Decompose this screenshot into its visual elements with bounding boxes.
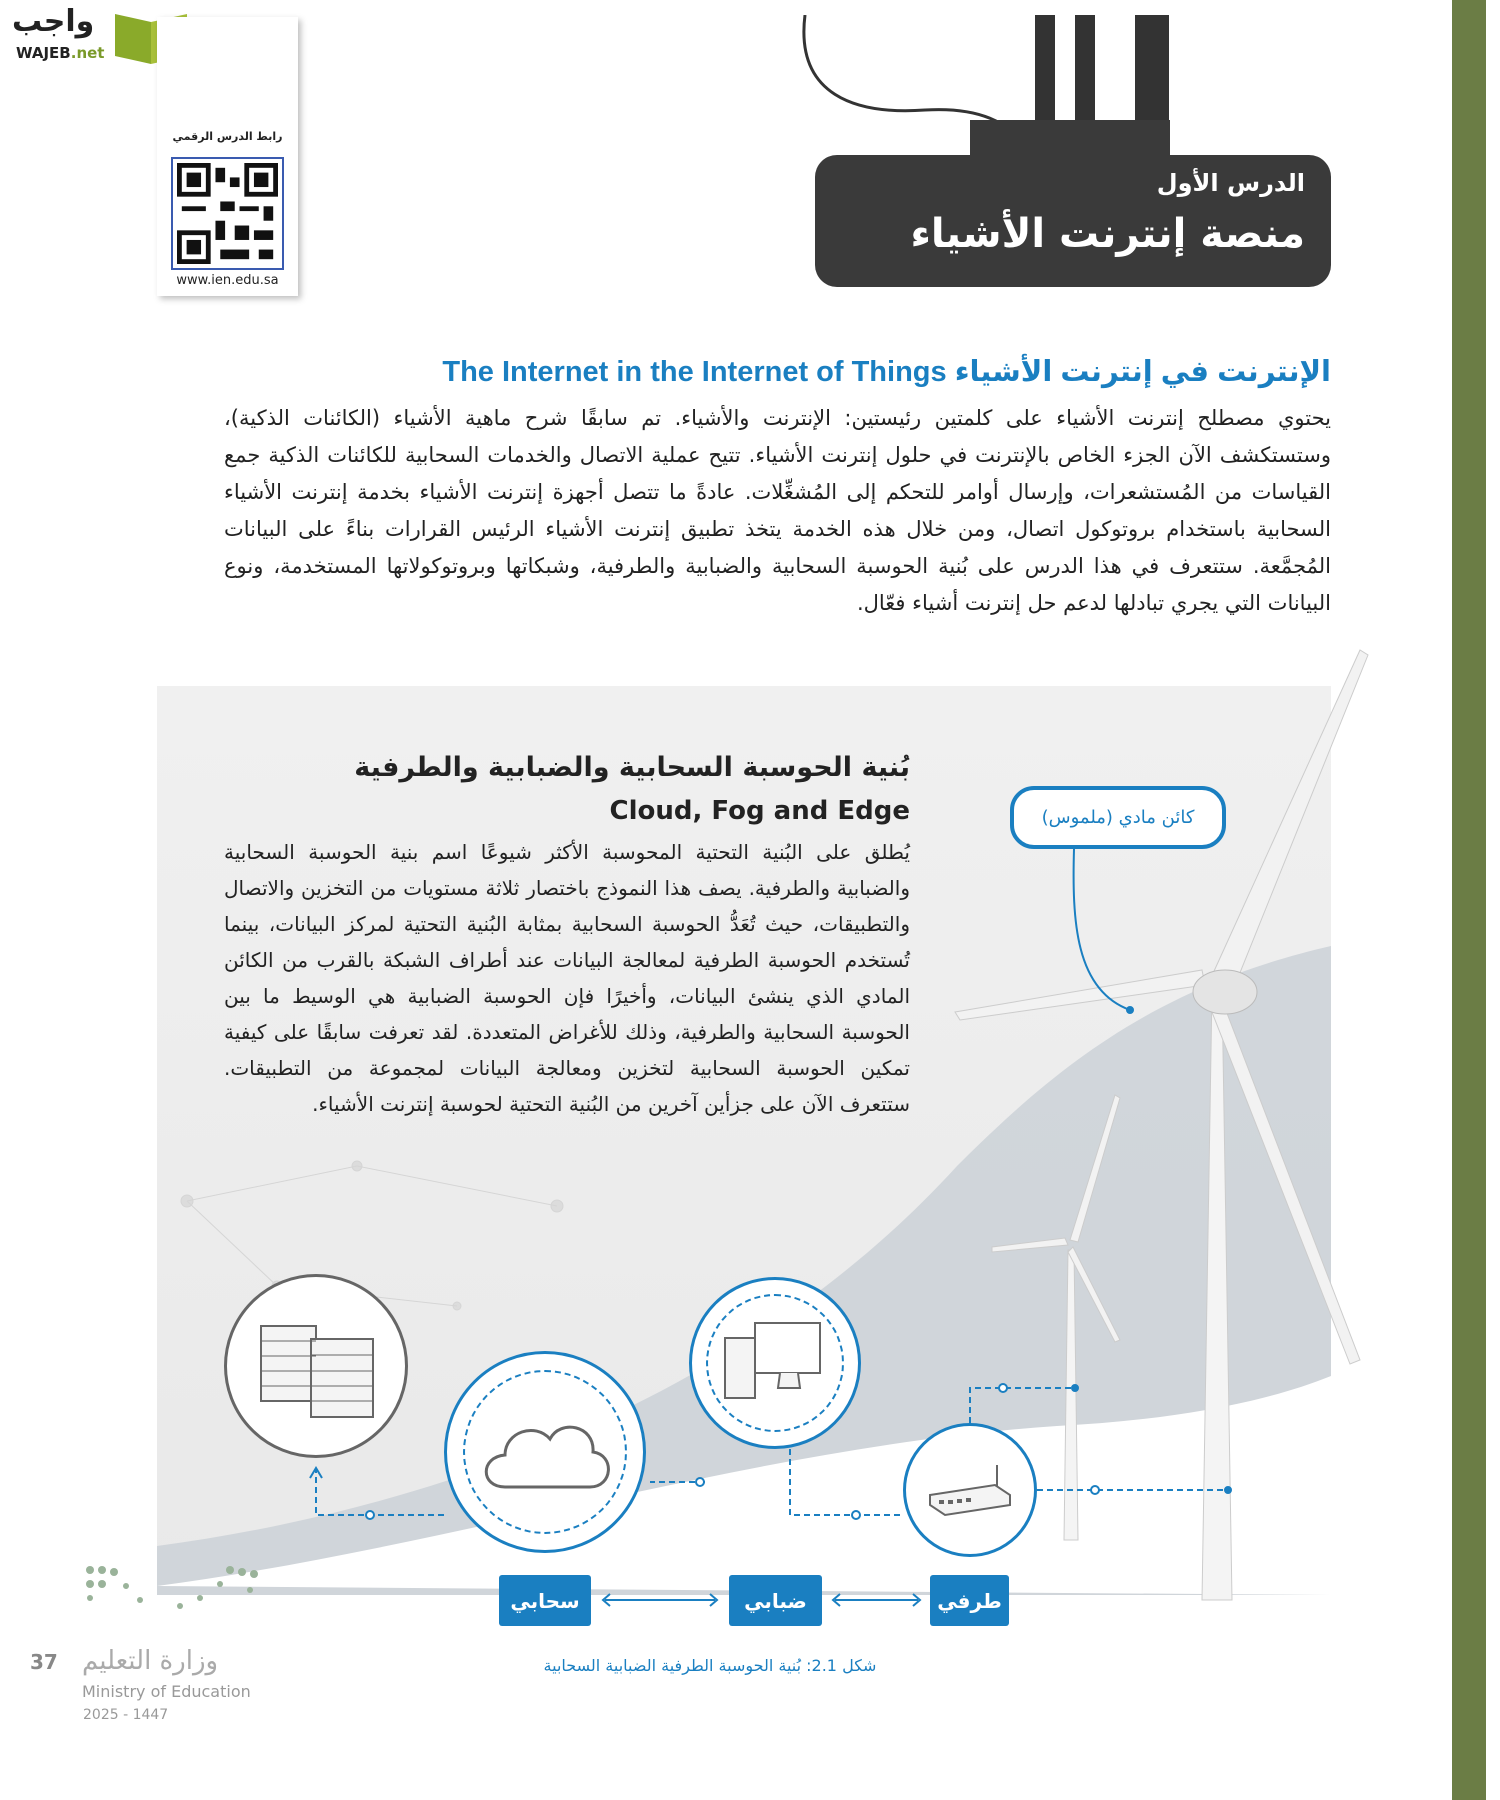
- ministry-english: Ministry of Education: [82, 1682, 251, 1701]
- qr-label: رابط الدرس الرقمي: [172, 130, 283, 143]
- physical-object-callout: كائن مادي (ملموس): [1010, 786, 1226, 849]
- edge-label: طرفي: [930, 1575, 1009, 1626]
- intro-paragraph: يحتوي مصطلح إنترنت الأشياء على كلمتين رئيستين: الإنترنت والأشياء. تم سابقًا شرح ماهية الأشياء (الكائنات الذكية)، وستستكشف الآن الجزء الخاص بالإنترنت في حلول إنترنت الأشياء. تتيح عملية الاتصال والخدمات السحابية للكائنات الذكية جمع القياسات من المُستشعرات، وإرسال أوامر للتحكم إلى المُشغِّلات. عادةً ما تتصل أجهزة إنترنت الأشياء بخدمة إنترنت الأشياء السحابية باستخدام بروتوكول اتصال، ومن خلال هذه الخدمة يتخذ تطبيق إنترنت الأشياء الرئيس القرارات بناءً على البيانات المُجمَّعة. ستتعرف في هذا الدرس على بُنية الحوسبة السحابية والضبابية والطرفية، وشبكاتها وبروتوكولاتها المستخدمة، ونوع البيانات التي يجري تبادلها لدعم حل إنترنت أشياء فعّال.: [224, 406, 1331, 615]
- box-heading-english: Cloud, Fog and Edge: [609, 796, 910, 826]
- edge-router-node: [903, 1423, 1037, 1557]
- page-number: 37: [30, 1650, 58, 1674]
- logo-arabic: واجب: [12, 4, 95, 39]
- server-icon: [251, 1311, 381, 1421]
- academic-year: 2025 - 1447: [83, 1707, 169, 1723]
- ministry-dots-icon: [80, 1560, 270, 1620]
- cloud-node: [444, 1351, 646, 1553]
- fog-label: ضبابي: [729, 1575, 822, 1626]
- section-heading: الإنترنت في إنترنت الأشياء The Internet in the Internet of Things: [442, 356, 1331, 388]
- qr-url[interactable]: www.ien.edu.sa: [176, 273, 279, 288]
- ministry-logo: [80, 1560, 270, 1730]
- cloud-label: سحابي: [499, 1575, 591, 1626]
- box-body-text: يُطلق على البُنية التحتية المحوسبة الأكثر شيوعًا اسم بنية الحوسبة السحابية والضبابية والطرفية. يصف هذا النموذج باختصار ثلاثة مستويات من التخزين والاتصال والتطبيقات، حيث تُعَدُّ الحوسبة السحابية بمثابة البُنية التحتية لمركز البيانات، بينما تُستخدم الحوسبة الطرفية لمعالجة البيانات عند أطراف الشبكة بالقرب من الكائن المادي الذي ينشئ البيانات، وأخيرًا فإن الحوسبة الضبابية هي الوسيط ما بين الحوسبة السحابية والطرفية، وذلك للأغراض المتعددة. لقد تعرفت سابقًا على كيفية تمكين الحوسبة السحابية لتخزين ومعالجة البيانات لمجموعة من التطبيقات. ستتعرف الآن على جزأين آخرين من البُنية التحتية لحوسبة إنترنت الأشياء.: [224, 840, 910, 1116]
- ministry-arabic: وزارة التعليم: [82, 1646, 219, 1676]
- box-heading: بُنية الحوسبة السحابية والضبابية والطرفية: [354, 752, 910, 783]
- fog-computer-node: [689, 1277, 861, 1449]
- data-center-node: [224, 1274, 408, 1458]
- lesson-title: منصة إنترنت الأشياء: [910, 211, 1305, 257]
- logo-english: WAJEB.net: [16, 44, 105, 62]
- lesson-label: الدرس الأول: [1156, 169, 1305, 197]
- figure-caption: شكل 2.1: بُنية الحوسبة الطرفية الضبابية السحابية: [543, 1656, 877, 1675]
- router-icon: [925, 1460, 1015, 1520]
